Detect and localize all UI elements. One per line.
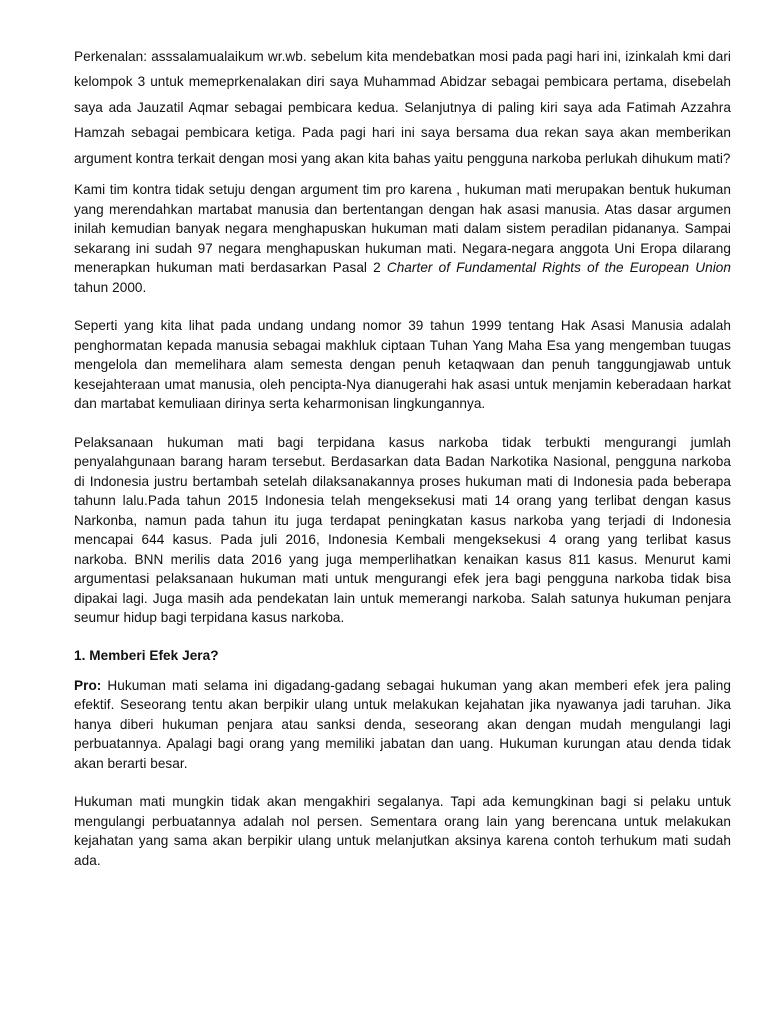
intro-text: Perkenalan: asssalamualaikum wr.wb. sebelum kita mendebatkan mosi pada pagi hari ini, izinkalah kmi dari kelompok 3 untuk memeprkenalakan diri saya Muhammad Abidzar sebagai pembicara pertama, disebelah saya ada Jauzatil Aqmar sebagai pembicara kedua. Selanjutnya di paling kiri saya ada Fatimah Azzahra Hamzah sebagai pembicara ketiga. Pada pagi hari ini saya bersama dua rekan saya akan memberikan argument kontra terkait dengan mosi yang akan kita bahas yaitu pengguna narkoba perlukah dihukum mati? [74, 49, 731, 166]
section-heading: 1. Memberi Efek Jera? [74, 647, 219, 663]
implementation-paragraph [74, 433, 731, 628]
closing-text: Hukuman mati mungkin tidak akan mengakhiri segalanya. Tapi ada kemungkinan bagi si pelaku untuk mengulangi perbuatannya adalah nol persen. Sementara orang lain yang berencana untuk melakukan kejahatan yang sama akan berpikir ulang untuk melanjutkan aksinya karena contoh terhukum mati sudah ada. [74, 794, 731, 868]
contra-text: Kami tim kontra tidak setuju dengan argument tim pro karena , hukuman mati merupakan bentuk hukuman yang merendahkan martabat manusia dan bertentangan dengan hak asasi manusia. Atas dasar argumen inilah kemudian banyak negara menghapuskan hukuman mati dalam sistem peradilan pidananya. Sampai sekarang ini sudah 97 negara menghapuskan hukuman mati. Negara-negara anggota Uni Eropa dilarang menerapkan hukuman mati berdasarkan Pasal 2 [74, 182, 731, 276]
contra-year-text: tahun 2000. [74, 279, 147, 295]
human-rights-paragraph [74, 316, 731, 414]
intro-paragraph [74, 44, 731, 171]
charter-title: Charter of Fundamental Rights of the European Union [386, 260, 731, 276]
pro-paragraph [74, 676, 731, 774]
pro-text: Hukuman mati selama ini digadang-gadang sebagai hukuman yang akan memberi efek jera paling efektif. Seseorang tentu akan berpikir ulang untuk melakukan kejahatan jika nyawanya jadi taruhan. Jika hanya diberi hukuman penjara atau sanksi denda, seseorang akan dengan mudah mengulangi lagi perbuatannya. Apalagi bagi orang yang memiliki jabatan dan uang. Hukuman kurungan atau denda tidak akan berarti besar. [74, 677, 731, 771]
implementation-text: Pelaksanaan hukuman mati bagi terpidana kasus narkoba tidak terbukti mengurangi jumlah penyalahgunaan barang haram tersebut. Berdasarkan data Badan Narkotika Nasional, pengguna narkoba di Indonesia justru bertambah setelah dilaksanakannya proses hukuman mati di Indonesia pada beberapa tahunn lalu.Pada tahun 2015 Indonesia telah mengeksekusi mati 14 orang yang terlibat dengan kasus Narkonba, namun pada tahun itu juga terdapat peningkatan kasus narkoba yang terjadi di Indonesia mencapai 644 kasus. Pada juli 2016, Indonesia Kembali mengeksekusi 4 orang yang terlibat kasus narkoba. BNN merilis data 2016 yang juga memperlihatkan kenaikan kasus 811 kasus. Menurut kami argumentasi pelaksanaan hukuman mati untuk mengurangi efek jera bagi pengguna narkoba tidak bisa dipakai lagi. Juga masih ada pendekatan lain untuk memerangi narkoba. Salah satunya hukuman penjara seumur hidup bagi terpidana kasus narkoba. [74, 434, 731, 626]
contra-paragraph [74, 180, 731, 297]
human-rights-text: Seperti yang kita lihat pada undang undang nomor 39 tahun 1999 tentang Hak Asasi Manusia adalah penghormatan kepada manusia sebagai makhluk ciptaan Tuhan Yang Maha Esa yang mengemban tuugas mengelola dan memelihara alam semesta dengan penuh ketaqwaan dan penuh tanggungjawab untuk kesejahteraan umat manusia, oleh pencipta-Nya dianugerahi hak asasi untuk menjamin keberadaan harkat dan martabat kemuliaan dirinya serta keharmonisan lingkungannya. [74, 318, 731, 412]
pro-label: Pro: [74, 677, 102, 693]
document-page [74, 44, 731, 870]
closing-paragraph [74, 792, 731, 870]
